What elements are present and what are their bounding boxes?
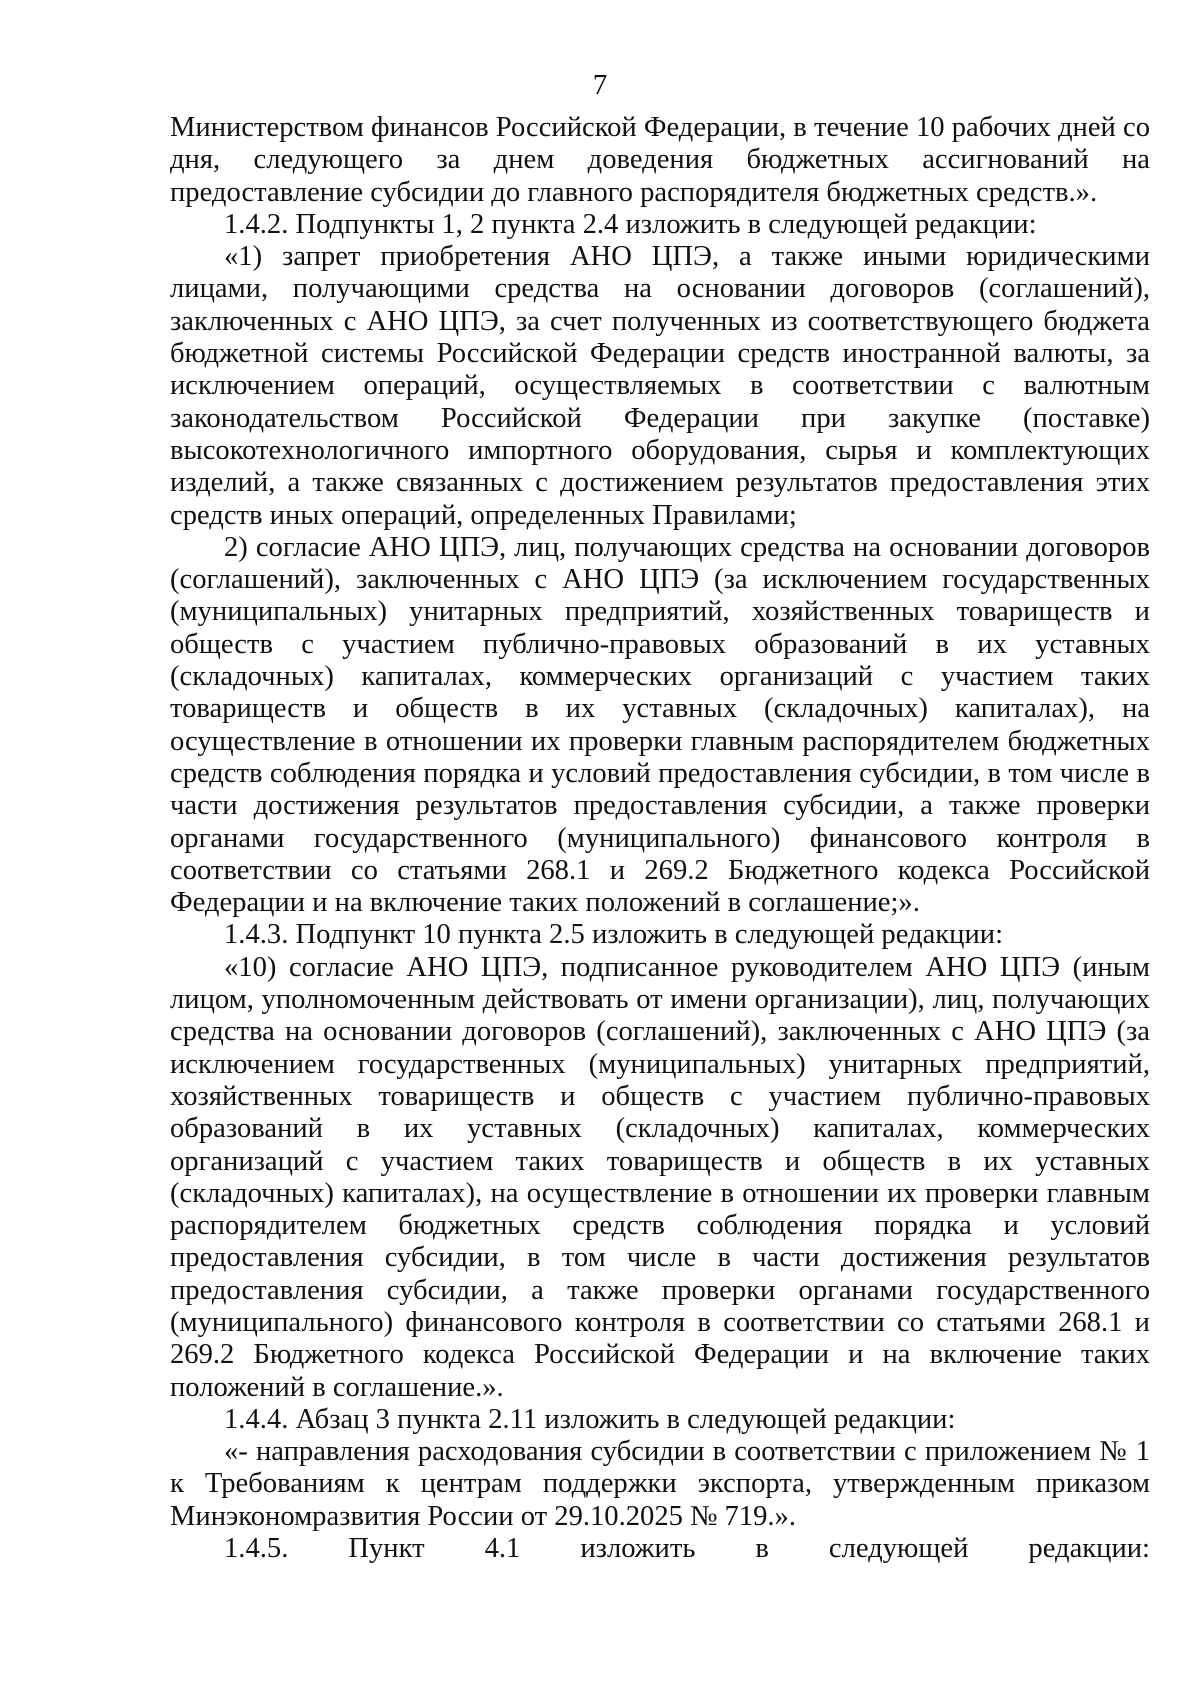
paragraph-subitem-10: «10) согласие АНО ЦПЭ, подписанное руководителем АНО ЦПЭ (иным лицом, уполномоченным действовать от имени организации), лиц, получающих средства на основании договоров (соглашений), заключенных с АНО ЦПЭ (за исключением государственных (муниципальных) унитарных предприятий, хозяйственных товариществ и обществ с участием публично-правовых образований в их уставных (складочных) капиталах, коммерческих организаций с участием таких товариществ и обществ в их уставных (складочных) капиталах), на осуществление в отношении их проверки главным распорядителем бюджетных средств соблюдения порядка и условий предоставления субсидии, в том числе в части достижения результатов предоставления субсидии, а также проверки органами государственного (муниципального) финансового контроля в соответствии со статьями 268.1 и 269.2 Бюджетного кодекса Российской Федерации и на включение таких положений в соглашение.». [170, 951, 1150, 1403]
paragraph-subitem-1: «1) запрет приобретения АНО ЦПЭ, а также иными юридическими лицами, получающими средства на основании договоров (соглашений), заключенных с АНО ЦПЭ, за счет полученных из соответствующего бюджета бюджетной системы Российской Федерации средств иностранной валюты, за исключением операций, осуществляемых в соответствии с валютным законодательством Российской Федерации при закупке (поставке) высокотехнологичного импортного оборудования, сырья и комплектующих изделий, а также связанных с достижением результатов предоставления этих средств иных операций, определенных Правилами; [170, 241, 1150, 531]
paragraph-item-1-4-5: 1.4.5. Пункт 4.1 изложить в следующей редакции: [224, 1533, 1150, 1565]
paragraph-continuation: Министерством финансов Российской Федерации, в течение 10 рабочих дней со дня, следующего за днем доведения бюджетных ассигнований на предоставление субсидии до главного распорядителя бюджетных средств.». [170, 112, 1150, 208]
paragraph-item-1-4-2: 1.4.2. Подпункты 1, 2 пункта 2.4 изложить в следующей редакции: [224, 208, 1037, 240]
paragraph-subitem-2: 2) согласие АНО ЦПЭ, лиц, получающих средства на основании договоров (соглашений), заключенных с АНО ЦПЭ (за исключением государственных (муниципальных) унитарных предприятий, хозяйственных товариществ и обществ с участием публично-правовых образований в их уставных (складочных) капиталах, коммерческих организаций с участием таких товариществ и обществ в их уставных (складочных) капиталах), на осуществление в отношении их проверки главным распорядителем бюджетных средств соблюдения порядка и условий предоставления субсидии, в том числе в части достижения результатов предоставления субсидии, а также проверки органами государственного (муниципального) финансового контроля в соответствии со статьями 268.1 и 269.2 Бюджетного кодекса Российской Федерации и на включение таких положений в соглашение;». [170, 531, 1150, 919]
document-body [170, 112, 1150, 1565]
paragraph-item-1-4-3: 1.4.3. Подпункт 10 пункта 2.5 изложить в следующей редакции: [224, 919, 1004, 951]
paragraph-item-1-4-4: 1.4.4. Абзац 3 пункта 2.11 изложить в следующей редакции: [224, 1403, 956, 1435]
paragraph-directions: «- направления расходования субсидии в соответствии с приложением № 1 к Требованиям к центрам поддержки экспорта, утвержденным приказом Минэкономразвития России от 29.10.2025 № 719.». [170, 1436, 1150, 1532]
page-number: 7 [592, 69, 608, 101]
